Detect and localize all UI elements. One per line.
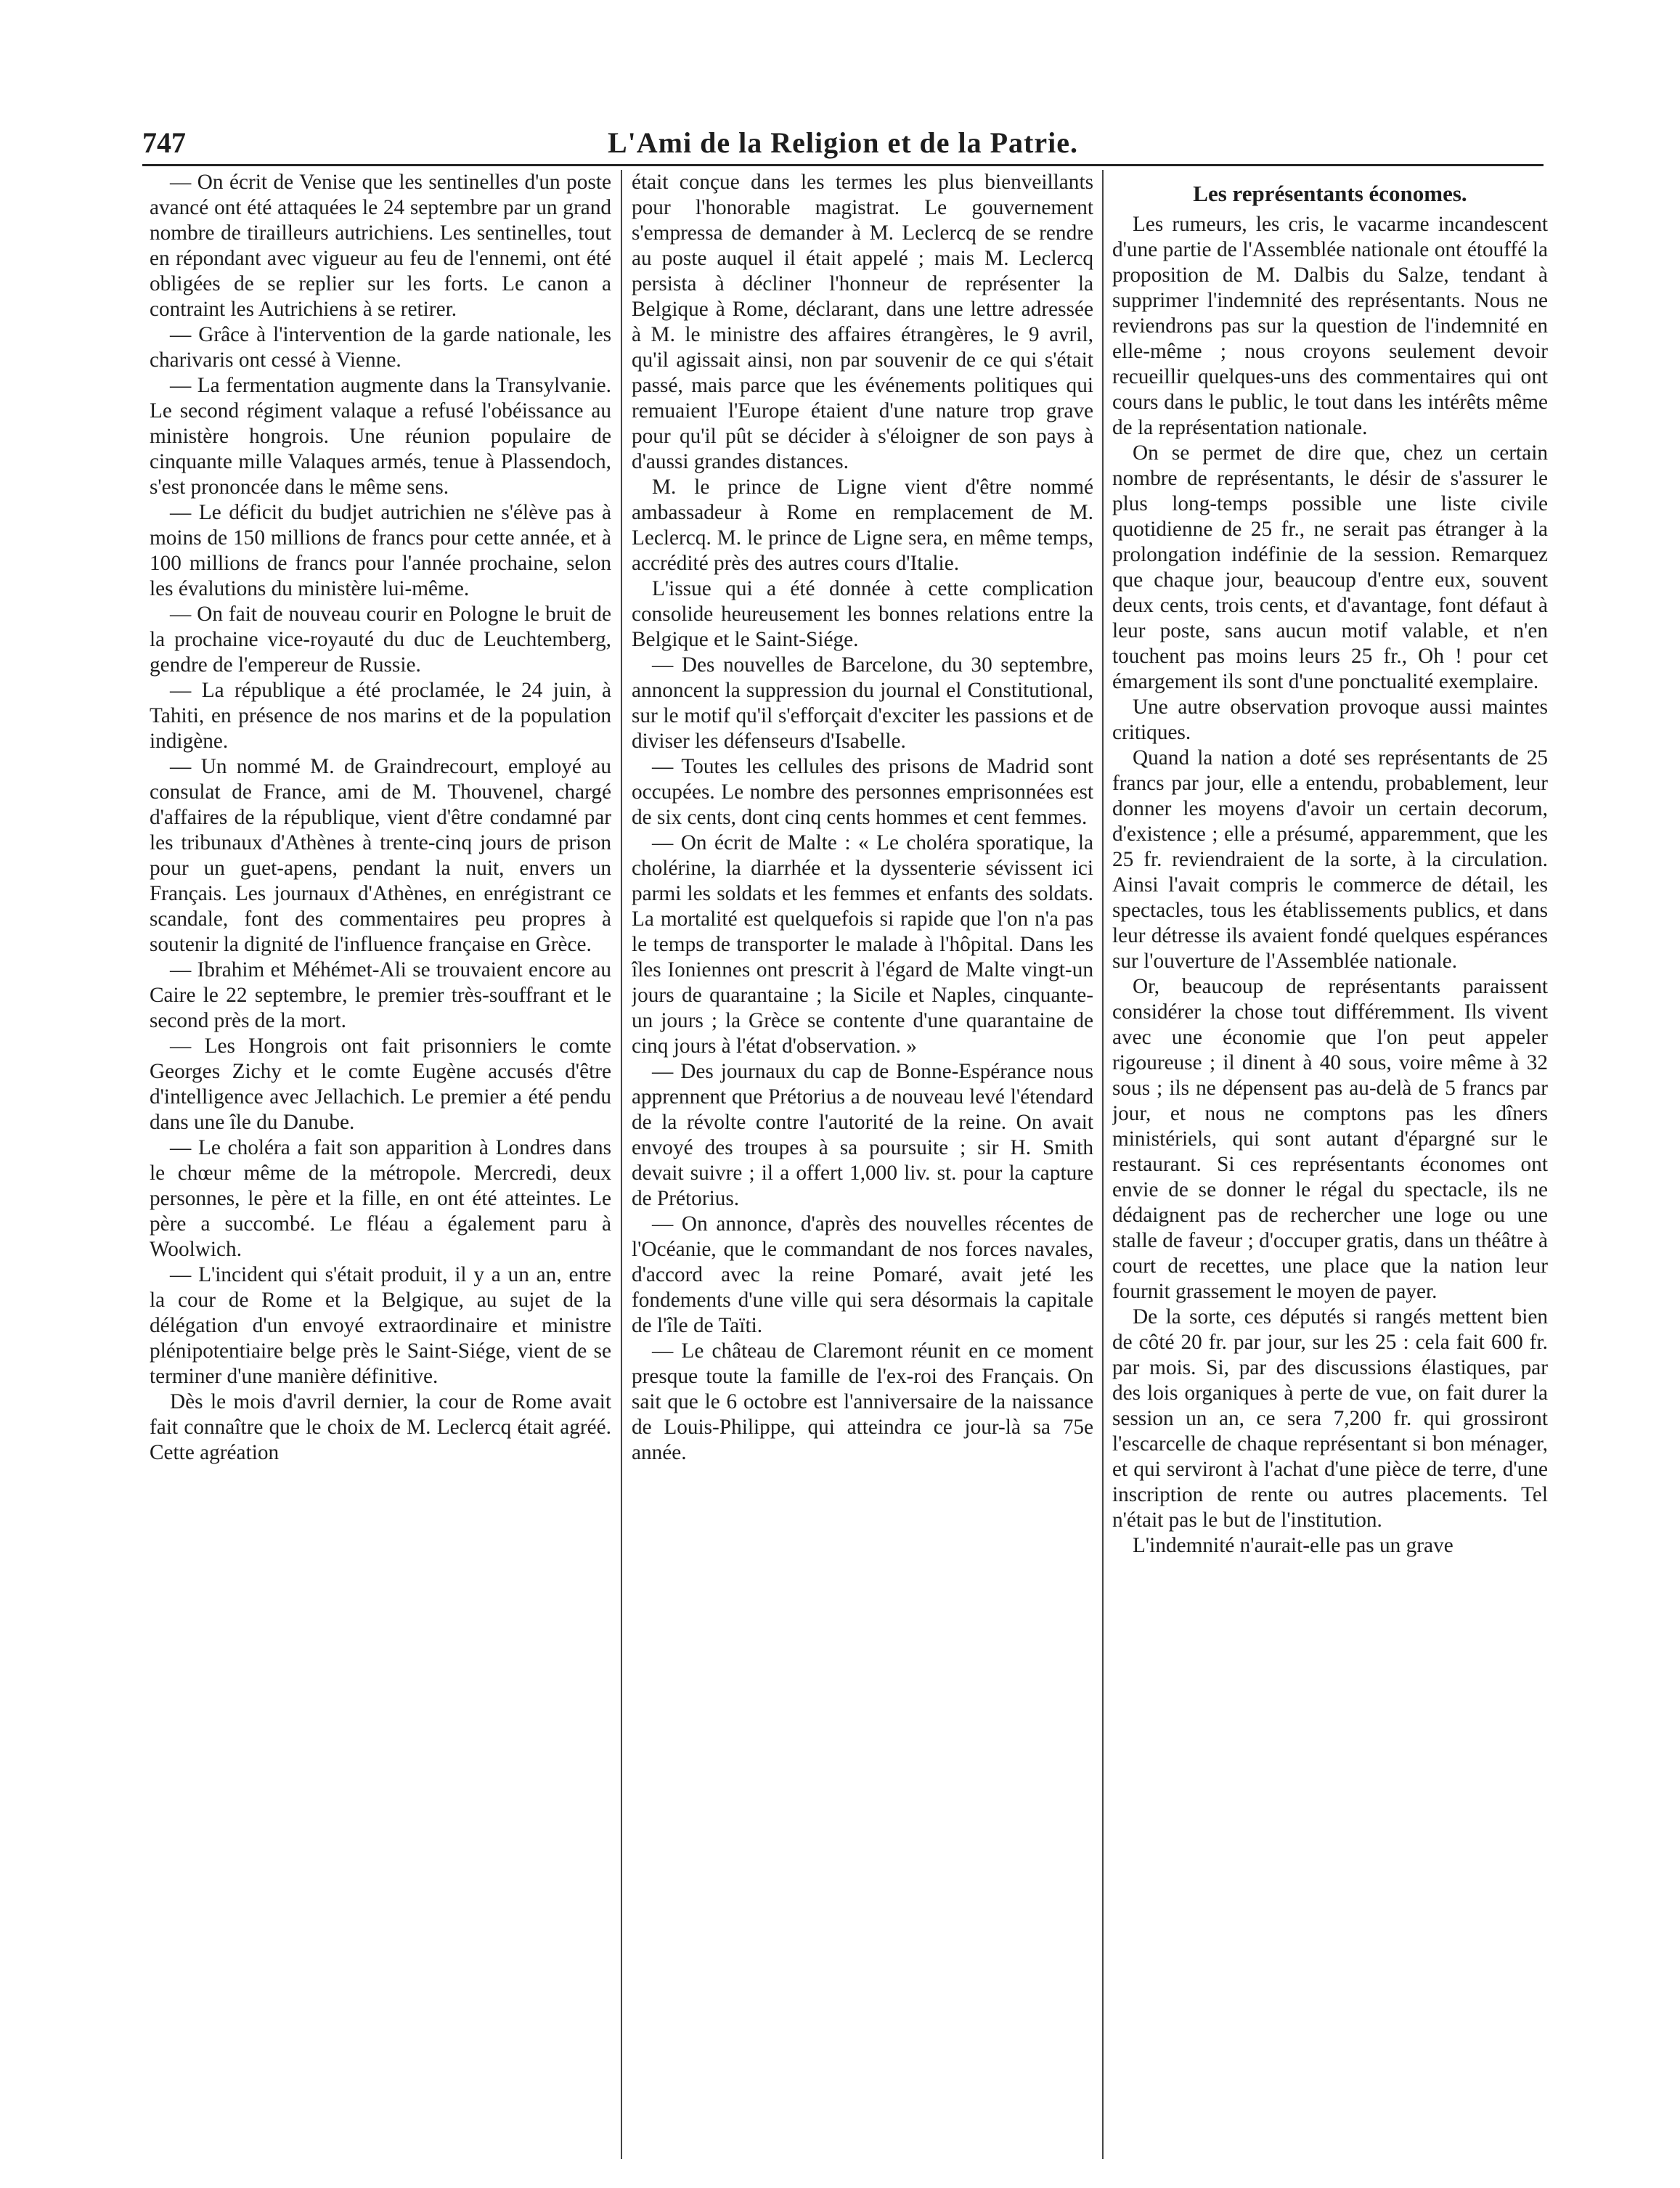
- page-number: 747: [142, 126, 186, 159]
- article-title: Les représentants économes.: [1193, 181, 1467, 206]
- column-1: [150, 170, 611, 2159]
- news-item: — Le choléra a fait son apparition à Londres dans le chœur même de la métropole. Mercredi, deux personnes, le père et la fille, en ont été atteintes. Le père a succombé. Le fléau a également paru à Woolwich.: [150, 1136, 611, 1261]
- news-item: — On écrit de Malte : « Le choléra sporatique, la cholérine, la diarrhée et la dyssenterie sévissent ici parmi les soldats et les femmes et enfants des soldats. La mortalité est quelquefois si rapide que l'on n'a pas le temps de transporter le malade à l'hôpital. Dans les îles Ioniennes ont prescrit à l'égard de Malte vingt-un jours de quarantaine ; la Sicile et Naples, cinquante-un jours ; la Grèce se contente d'une quarantaine de cinq jours à l'état d'observation. »: [632, 831, 1093, 1058]
- article-paragraph: Quand la nation a doté ses représentants de 25 francs par jour, elle a entendu, probablement, leur donner les moyens d'avoir un certain decorum, d'existence ; elle a présumé, apparemment, que les 25 fr. reviendraient de la sorte, à la circulation. Ainsi l'avait compris le commerce de détail, les spectacles, tous les établissements publics, et dans leur détresse ils avaient fondé quelques espérances sur l'ouverture de l'Assemblée nationale.: [1112, 746, 1548, 973]
- news-item: — Grâce à l'intervention de la garde nationale, les charivaris ont cessé à Vienne.: [150, 323, 611, 372]
- journal-title: L'Ami de la Religion et de la Patrie.: [607, 126, 1078, 159]
- news-item: — Un nommé M. de Graindrecourt, employé au consulat de France, ami de M. Thouvenel, chargé d'affaires de la république, vient d'être condamné par les tribunaux d'Athènes à trente-cinq jours de prison pour un guet-apens, pendant la nuit, envers un Français. Les journaux d'Athènes, en enrégistrant ce scandale, font des commentaires peu propres à soutenir la dignité de l'influence française en Grèce.: [150, 755, 611, 956]
- header-rule: [142, 164, 1544, 166]
- news-item: — On fait de nouveau courir en Pologne le bruit de la prochaine vice-royauté du duc de Leuchtemberg, gendre de l'empereur de Russie.: [150, 603, 611, 677]
- article-paragraph: L'indemnité n'aurait-elle pas un grave: [1133, 1534, 1453, 1557]
- column-3: [1112, 170, 1548, 2159]
- column-2: [632, 170, 1093, 2159]
- news-item: — On écrit de Venise que les sentinelles d'un poste avancé ont été attaquées le 24 septembre par un grand nombre de tirailleurs autrichiens. Les sentinelles, tout en répondant avec vigueur au feu de l'ennemi, ont été obligées de se replier sur les forts. Le canon a contraint les Autrichiens à se retirer.: [150, 171, 611, 321]
- news-item: — Les Hongrois ont fait prisonniers le comte Georges Zichy et le comte Eugène accusés d'être d'intelligence avec Jellachich. Le premier a été pendu dans une île du Danube.: [150, 1034, 611, 1134]
- column-divider: [621, 170, 622, 2159]
- news-item: — Des journaux du cap de Bonne-Espérance nous apprennent que Prétorius a de nouveau levé l'étendard de la révolte contre l'autorité de la reine. On avait envoyé des troupes à sa poursuite ; sir H. Smith devait suivre ; il a offert 1,000 liv. st. pour la capture de Prétorius.: [632, 1060, 1093, 1210]
- news-item: — Toutes les cellules des prisons de Madrid sont occupées. Le nombre des personnes emprisonnées est de six cents, dont cinq cents hommes et cent femmes.: [632, 755, 1093, 829]
- news-item: L'issue qui a été donnée à cette complication consolide heureusement les bonnes relations entre la Belgique et le Saint-Siége.: [632, 577, 1093, 651]
- news-item: — On annonce, d'après des nouvelles récentes de l'Océanie, que le commandant de nos forces navales, d'accord avec la reine Pomaré, avait jeté les fondements d'une ville qui sera désormais la capitale de l'île de Taïti.: [632, 1212, 1093, 1337]
- news-item: — L'incident qui s'était produit, il y a un an, entre la cour de Rome et la Belgique, au sujet de la délégation d'un envoyé extraordinaire et ministre plénipotentiaire belge près le Saint-Siége, vient de se terminer d'une manière définitive.: [150, 1263, 611, 1388]
- news-item: — Le château de Claremont réunit en ce moment presque toute la famille de l'ex-roi des Français. On sait que le 6 octobre est l'anniversaire de la naissance de Louis-Philippe, qui atteindra ce jour-là sa 75e année.: [632, 1339, 1093, 1464]
- news-item: — La république a été proclamée, le 24 juin, à Tahiti, en présence de nos marins et de la population indigène.: [150, 679, 611, 753]
- news-item: — Des nouvelles de Barcelone, du 30 septembre, annoncent la suppression du journal el Constitutional, sur le motif qu'il s'efforçait d'exciter les passions et de diviser les défenseurs d'Isabelle.: [632, 653, 1093, 753]
- article-paragraph: De la sorte, ces députés si rangés mettent bien de côté 20 fr. par jour, sur les 25 : cela fait 600 fr. par mois. Si, par des discussions élastiques, par des lois organiques à perte de vue, on fait durer la session un an, ce sera 7,200 fr. qui grossiront l'escarcelle de chaque représentant si bon ménager, et qui serviront à l'achat d'une pièce de terre, d'une inscription de rente ou autres placements. Tel n'était pas le but de l'institution.: [1112, 1305, 1548, 1532]
- news-item: — La fermentation augmente dans la Transylvanie. Le second régiment valaque a refusé l'obéissance au ministère hongrois. Une réunion populaire de cinquante mille Valaques armés, tenue à Plassendoch, s'est prononcée dans le même sens.: [150, 374, 611, 499]
- article-paragraph: On se permet de dire que, chez un certain nombre de représentants, le désir de s'assurer le plus long-temps possible une liste civile quotidienne de 25 fr., ne serait pas étranger à la prolongation indéfinie de la session. Remarquez que chaque jour, beaucoup d'entre eux, souvent deux cents, trois cents, et d'avantage, font défaut à leur poste, sans aucun motif valable, et n'en touchent pas moins leurs 25 fr., Oh ! pour cet émargement ils sont d'une ponctualité exemplaire.: [1112, 441, 1548, 693]
- news-item: Dès le mois d'avril dernier, la cour de Rome avait fait connaître que le choix de M. Leclercq était agréé. Cette agréation: [150, 1390, 611, 1464]
- page-header: [142, 125, 1544, 168]
- article-paragraph: Une autre observation provoque aussi maintes critiques.: [1112, 695, 1548, 744]
- article-paragraph: Or, beaucoup de représentants paraissent considérer la chose tout différemment. Ils vivent avec une économie que l'on peut appeler rigoureuse ; il dinent à 40 sous, voire même à 32 sous ; ils ne dépensent pas au-delà de 5 francs par jour, et nous ne comptons pas les dîners ministériels, qui sont autant d'épargné sur le restaurant. Si ces représentants économes ont envie de se donner le régal du spectacle, ils ne dédaignent pas de rechercher une loge ou une stalle de faveur ; d'occuper gratis, dans un théâtre à court de recettes, une place que la nation leur fournit grassement le moyen de payer.: [1112, 975, 1548, 1303]
- news-item: était conçue dans les termes les plus bienveillants pour l'honorable magistrat. Le gouvernement s'empressa de demander à M. Leclercq de se rendre au poste auquel il était appelé ; mais M. Leclercq persista à décliner l'honneur de représenter la Belgique à Rome, déclarant, dans une lettre adressée à M. le ministre des affaires étrangères, le 9 avril, qu'il agissait ainsi, non par souvenir de ce qui s'était passé, mais parce que les événements politiques qui remuaient l'Europe étaient d'une nature trop grave pour qu'il pût se décider à s'éloigner de son pays à d'aussi grandes distances.: [632, 171, 1093, 473]
- article-paragraph: Les rumeurs, les cris, le vacarme incandescent d'une partie de l'Assemblée nationale ont étouffé la proposition de M. Dalbis du Salze, tendant à supprimer l'indemnité des représentants. Nous ne reviendrons pas sur la question de l'indemnité en elle-même ; nous croyons seulement devoir recueillir quelques-uns des commentaires qui ont cours dans le public, le tout dans les intérêts même de la représentation nationale.: [1112, 213, 1548, 439]
- column-divider: [1102, 170, 1104, 2159]
- news-item: M. le prince de Ligne vient d'être nommé ambassadeur à Rome en remplacement de M. Leclercq. M. le prince de Ligne sera, en même temps, accrédité près des autres cours d'Italie.: [632, 475, 1093, 575]
- news-item: — Le déficit du budjet autrichien ne s'élève pas à moins de 150 millions de francs pour cette année, et à 100 millions de francs pour l'année prochaine, selon les évalutions du ministère lui-même.: [150, 501, 611, 600]
- news-item: — Ibrahim et Méhémet-Ali se trouvaient encore au Caire le 22 septembre, le premier très-souffrant et le second près de la mort.: [150, 958, 611, 1032]
